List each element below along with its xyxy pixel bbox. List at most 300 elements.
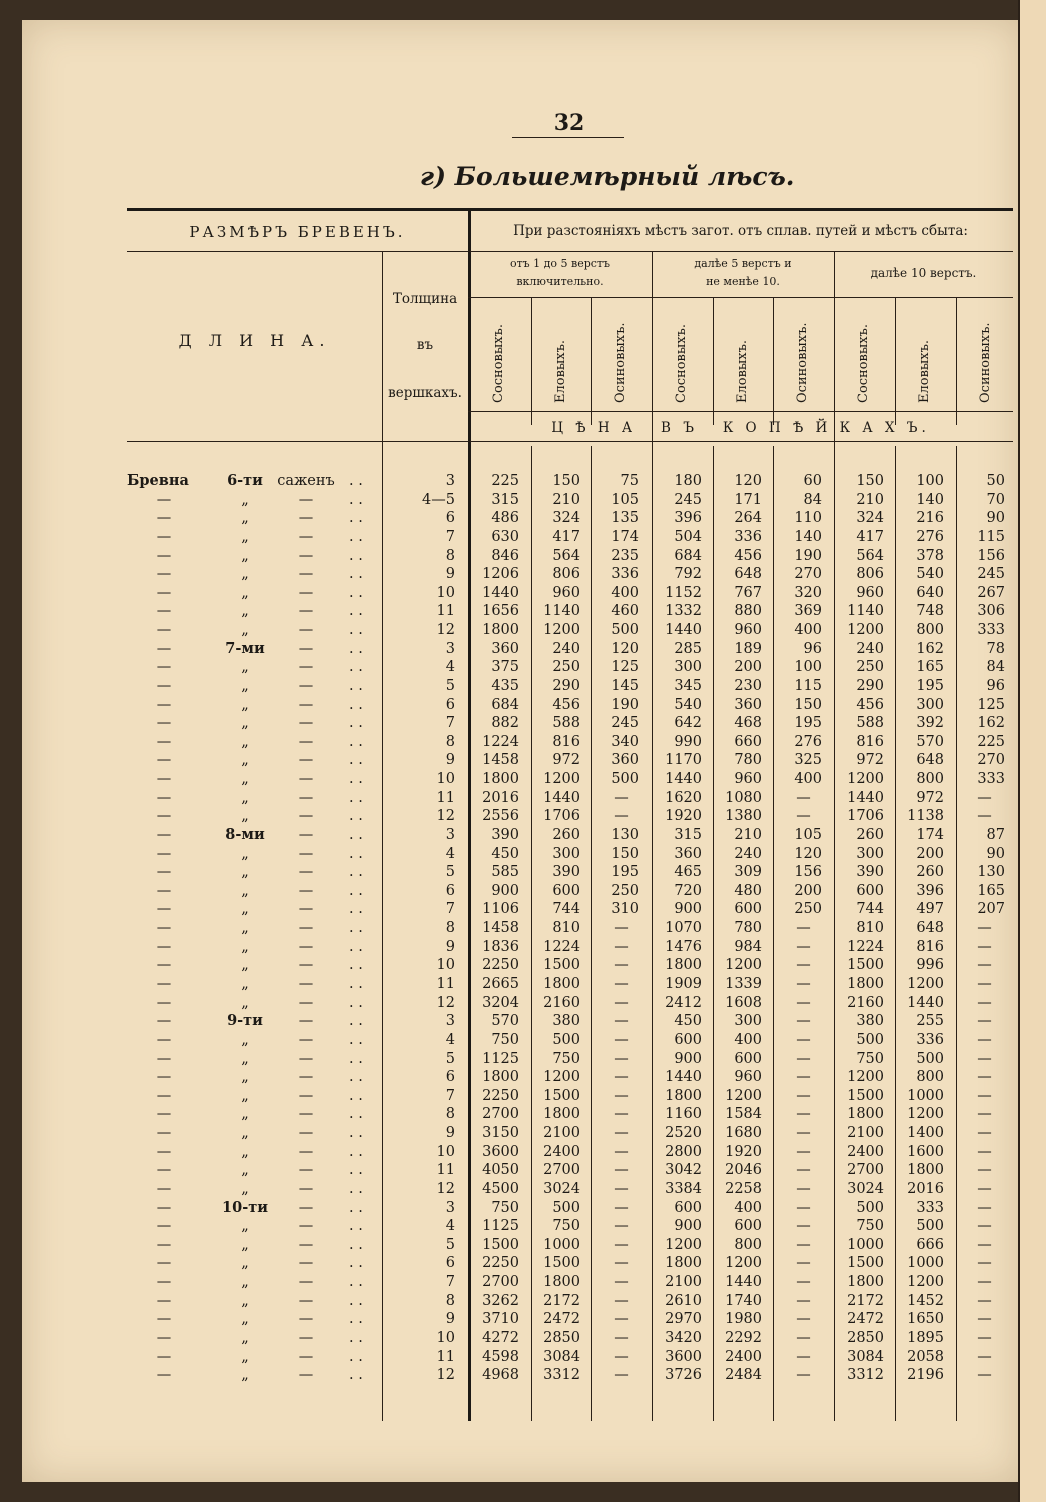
price-cell: 4272 bbox=[482, 1329, 519, 1346]
price-cell: 150 bbox=[611, 845, 639, 862]
leader-dots: . . bbox=[349, 864, 363, 881]
leader-dots: . . bbox=[349, 566, 363, 583]
price-cell: 2970 bbox=[665, 1311, 702, 1328]
price-cell: 1500 bbox=[543, 957, 580, 974]
length-prefix: — bbox=[156, 901, 172, 918]
price-cell: 450 bbox=[674, 1013, 702, 1030]
price-cell: 360 bbox=[611, 752, 639, 769]
price-cell: 195 bbox=[916, 677, 944, 694]
thickness-value: 11 bbox=[436, 789, 455, 806]
price-cell: 1620 bbox=[665, 789, 702, 806]
length-prefix: — bbox=[156, 826, 172, 843]
price-cell: 270 bbox=[794, 566, 822, 583]
col-divider bbox=[591, 297, 592, 425]
price-cell: 990 bbox=[674, 733, 702, 750]
leader-dots: . . bbox=[349, 789, 363, 806]
price-cell: — bbox=[796, 1106, 811, 1123]
length-sazhen: „ bbox=[241, 715, 249, 732]
thickness-value: 9 bbox=[445, 1125, 455, 1142]
price-cell: 130 bbox=[611, 826, 639, 843]
price-cell: 4968 bbox=[482, 1367, 519, 1384]
length-sazhen: „ bbox=[241, 510, 249, 527]
thickness-label-1: Толщина bbox=[392, 291, 458, 307]
price-cell: 570 bbox=[916, 733, 944, 750]
price-cell: 1440 bbox=[665, 622, 702, 639]
price-cell: 2250 bbox=[482, 1087, 519, 1104]
length-unit: саженъ bbox=[277, 473, 335, 489]
length-prefix: — bbox=[156, 1367, 172, 1384]
price-cell: 375 bbox=[491, 659, 519, 676]
price-cell: 174 bbox=[916, 826, 944, 843]
length-sazhen: „ bbox=[241, 1274, 249, 1291]
price-cell: 684 bbox=[491, 696, 519, 713]
length-prefix: — bbox=[156, 1087, 172, 1104]
col-divider bbox=[956, 297, 957, 425]
price-cell: 2292 bbox=[725, 1329, 762, 1346]
leader-dots: . . bbox=[349, 1162, 363, 1179]
price-cell: 2556 bbox=[482, 808, 519, 825]
price-cell: — bbox=[796, 1031, 811, 1048]
thickness-value: 7 bbox=[445, 901, 455, 918]
price-cell: — bbox=[796, 1367, 811, 1384]
price-cell: 984 bbox=[734, 938, 762, 955]
price-cell: 480 bbox=[734, 882, 762, 899]
price-cell: 1500 bbox=[482, 1236, 519, 1253]
price-cell: 792 bbox=[674, 566, 702, 583]
price-cell: 225 bbox=[491, 473, 519, 489]
leader-dots: . . bbox=[349, 510, 363, 527]
length-prefix: — bbox=[156, 920, 172, 937]
price-cell: 600 bbox=[856, 882, 884, 899]
price-cell: 4050 bbox=[482, 1162, 519, 1179]
length-prefix: — bbox=[156, 976, 172, 992]
length-sazhen: „ bbox=[241, 976, 249, 992]
price-cell: 300 bbox=[552, 845, 580, 862]
price-cell: — bbox=[977, 1236, 992, 1253]
price-cell: 210 bbox=[552, 491, 580, 508]
price-cell: 960 bbox=[734, 1069, 762, 1086]
leader-dots: . . bbox=[349, 920, 363, 937]
species-header: Еловыхъ. bbox=[553, 340, 568, 403]
price-cell: 2250 bbox=[482, 957, 519, 974]
thickness-value: 6 bbox=[445, 510, 455, 527]
price-cell: 1800 bbox=[847, 1274, 884, 1291]
price-cell: 500 bbox=[611, 622, 639, 639]
price-cell: — bbox=[977, 1087, 992, 1104]
leader-dots: . . bbox=[349, 901, 363, 918]
price-cell: 207 bbox=[977, 901, 1005, 918]
price-cell: — bbox=[796, 1218, 811, 1235]
price-cell: 260 bbox=[856, 826, 884, 843]
length-prefix: — bbox=[156, 1255, 172, 1272]
price-cell: 315 bbox=[674, 826, 702, 843]
price-cell: 3710 bbox=[482, 1311, 519, 1328]
price-cell: — bbox=[977, 1180, 992, 1197]
price-cell: 360 bbox=[491, 640, 519, 657]
price-cell: 720 bbox=[674, 882, 702, 899]
length-prefix: — bbox=[156, 864, 172, 881]
length-sazhen: 8-ми bbox=[225, 825, 265, 843]
length-unit: — bbox=[298, 1292, 314, 1309]
price-cell: — bbox=[796, 1050, 811, 1067]
length-unit: — bbox=[298, 1125, 314, 1142]
thickness-value: 3 bbox=[445, 1013, 455, 1030]
price-cell: 250 bbox=[856, 659, 884, 676]
leader-dots: . . bbox=[349, 622, 363, 639]
price-cell: 369 bbox=[794, 603, 822, 620]
price-cell: — bbox=[796, 1087, 811, 1104]
price-cell: 2700 bbox=[482, 1274, 519, 1291]
price-cell: 324 bbox=[552, 510, 580, 527]
price-cell: — bbox=[614, 1180, 629, 1197]
price-cell: 3312 bbox=[543, 1367, 580, 1384]
price-cell: 1070 bbox=[665, 920, 702, 937]
price-cell: 390 bbox=[552, 864, 580, 881]
price-cell: 486 bbox=[491, 510, 519, 527]
price-cell: 396 bbox=[916, 882, 944, 899]
length-sazhen: „ bbox=[241, 1125, 249, 1142]
price-cell: 315 bbox=[491, 491, 519, 508]
price-cell: 816 bbox=[856, 733, 884, 750]
price-cell: — bbox=[796, 1199, 811, 1216]
price-cell: 2250 bbox=[482, 1255, 519, 1272]
price-cell: — bbox=[977, 1218, 992, 1235]
price-cell: — bbox=[614, 1199, 629, 1216]
row-rule bbox=[468, 411, 1013, 412]
price-cell: 630 bbox=[491, 528, 519, 545]
length-sazhen: 7-ми bbox=[225, 639, 265, 657]
price-cell: 87 bbox=[986, 826, 1005, 843]
length-sazhen: „ bbox=[241, 1162, 249, 1179]
price-cell: — bbox=[796, 1348, 811, 1365]
price-cell: 588 bbox=[552, 715, 580, 732]
leader-dots: . . bbox=[349, 1106, 363, 1123]
thickness-value: 10 bbox=[436, 584, 455, 601]
price-cell: — bbox=[796, 1274, 811, 1291]
price-cell: 1440 bbox=[665, 1069, 702, 1086]
price-cell: 250 bbox=[794, 901, 822, 918]
page-number: 32 bbox=[553, 110, 585, 136]
price-cell: 600 bbox=[734, 901, 762, 918]
price-cell: 225 bbox=[977, 733, 1005, 750]
length-sazhen: „ bbox=[241, 603, 249, 620]
price-cell: 1650 bbox=[907, 1311, 944, 1328]
price-cell: 174 bbox=[611, 528, 639, 545]
price-cell: 846 bbox=[491, 547, 519, 564]
price-cell: — bbox=[796, 1329, 811, 1346]
species-header: Сосновыхъ. bbox=[856, 324, 871, 403]
price-cell: 1200 bbox=[543, 622, 580, 639]
length-sazhen: „ bbox=[241, 845, 249, 862]
price-cell: — bbox=[614, 1236, 629, 1253]
price-cell: — bbox=[977, 1199, 992, 1216]
price-cell: 1800 bbox=[543, 1274, 580, 1291]
price-cell: 210 bbox=[734, 826, 762, 843]
price-cell: 880 bbox=[734, 603, 762, 620]
price-cell: 1452 bbox=[907, 1292, 944, 1309]
length-sazhen: „ bbox=[241, 547, 249, 564]
price-cell: 150 bbox=[794, 696, 822, 713]
price-cell: 1332 bbox=[665, 603, 702, 620]
thickness-value: 6 bbox=[445, 696, 455, 713]
price-cell: 130 bbox=[977, 864, 1005, 881]
price-cell: — bbox=[796, 920, 811, 937]
price-cell: 240 bbox=[552, 640, 580, 657]
price-cell: 140 bbox=[916, 491, 944, 508]
leader-dots: . . bbox=[349, 1199, 363, 1216]
length-prefix: — bbox=[156, 1292, 172, 1309]
price-cell: 195 bbox=[794, 715, 822, 732]
price-cell: 140 bbox=[794, 528, 822, 545]
price-cell: 504 bbox=[674, 528, 702, 545]
length-prefix: — bbox=[156, 752, 172, 769]
price-cell: 600 bbox=[734, 1218, 762, 1235]
price-cell: 2172 bbox=[847, 1292, 884, 1309]
price-cell: 900 bbox=[674, 1218, 702, 1235]
price-cell: 435 bbox=[491, 677, 519, 694]
price-cell: 245 bbox=[611, 715, 639, 732]
price-cell: 1740 bbox=[725, 1292, 762, 1309]
price-cell: 2665 bbox=[482, 976, 519, 992]
length-prefix: — bbox=[156, 938, 172, 955]
price-cell: 2700 bbox=[847, 1162, 884, 1179]
price-cell: 2610 bbox=[665, 1292, 702, 1309]
price-cell: 3600 bbox=[665, 1348, 702, 1365]
price-cell: 1080 bbox=[725, 789, 762, 806]
thickness-value: 9 bbox=[445, 1311, 455, 1328]
price-cell: 3150 bbox=[482, 1125, 519, 1142]
price-cell: 336 bbox=[734, 528, 762, 545]
price-cell: 1125 bbox=[482, 1218, 519, 1235]
price-cell: 810 bbox=[856, 920, 884, 937]
length-unit: — bbox=[298, 528, 314, 545]
length-prefix: — bbox=[156, 603, 172, 620]
price-cell: 816 bbox=[916, 938, 944, 955]
price-cell: 1140 bbox=[543, 603, 580, 620]
price-cell: — bbox=[614, 1329, 629, 1346]
price-cell: 900 bbox=[674, 901, 702, 918]
price-cell: — bbox=[796, 789, 811, 806]
price-cell: 285 bbox=[674, 640, 702, 657]
price-cell: 230 bbox=[734, 677, 762, 694]
leader-dots: . . bbox=[349, 1348, 363, 1365]
price-cell: 2400 bbox=[847, 1143, 884, 1160]
length-label: Д Л И Н А. bbox=[178, 331, 331, 350]
price-cell: 800 bbox=[916, 771, 944, 788]
length-unit: — bbox=[298, 491, 314, 508]
price-cell: 120 bbox=[611, 640, 639, 657]
price-cell: — bbox=[614, 1311, 629, 1328]
price-cell: 235 bbox=[611, 547, 639, 564]
thickness-value: 8 bbox=[445, 920, 455, 937]
length-unit: — bbox=[298, 659, 314, 676]
price-cell: 1000 bbox=[907, 1255, 944, 1272]
length-sazhen: 9-ти bbox=[227, 1012, 263, 1030]
price-cell: 1584 bbox=[725, 1106, 762, 1123]
leader-dots: . . bbox=[349, 1125, 363, 1142]
price-cell: 60 bbox=[803, 473, 822, 489]
price-cell: 4500 bbox=[482, 1180, 519, 1197]
price-cell: — bbox=[614, 1143, 629, 1160]
price-cell: 110 bbox=[794, 510, 822, 527]
price-cell: 1980 bbox=[725, 1311, 762, 1328]
price-cell: 900 bbox=[674, 1050, 702, 1067]
price-cell: 750 bbox=[552, 1218, 580, 1235]
price-cell: 1706 bbox=[847, 808, 884, 825]
price-cell: 600 bbox=[674, 1031, 702, 1048]
price-cell: 666 bbox=[916, 1236, 944, 1253]
price-cell: 96 bbox=[986, 677, 1005, 694]
price-cell: — bbox=[796, 994, 811, 1011]
group2-line2: не менѣе 10. bbox=[706, 275, 780, 288]
price-cell: 190 bbox=[611, 696, 639, 713]
price-cell: 1138 bbox=[907, 808, 944, 825]
price-cell: 972 bbox=[552, 752, 580, 769]
thickness-value: 9 bbox=[445, 938, 455, 955]
price-cell: — bbox=[614, 1292, 629, 1309]
price-cell: 1706 bbox=[543, 808, 580, 825]
length-unit: — bbox=[298, 1087, 314, 1104]
price-cell: 250 bbox=[552, 659, 580, 676]
price-cell: 195 bbox=[611, 864, 639, 881]
length-prefix: — bbox=[156, 1125, 172, 1142]
price-cell: 400 bbox=[611, 584, 639, 601]
leader-dots: . . bbox=[349, 1180, 363, 1197]
leader-dots: . . bbox=[349, 771, 363, 788]
price-cell: — bbox=[614, 1255, 629, 1272]
thickness-value: 8 bbox=[445, 733, 455, 750]
leader-dots: . . bbox=[349, 1013, 363, 1030]
price-cell: 588 bbox=[856, 715, 884, 732]
price-cell: 2520 bbox=[665, 1125, 702, 1142]
price-cell: 1680 bbox=[725, 1125, 762, 1142]
price-cell: — bbox=[614, 976, 629, 992]
price-cell: 1476 bbox=[665, 938, 702, 955]
price-cell: — bbox=[796, 1236, 811, 1253]
leader-dots: . . bbox=[349, 603, 363, 620]
length-unit: — bbox=[298, 976, 314, 992]
price-cell: 165 bbox=[916, 659, 944, 676]
price-cell: 78 bbox=[986, 640, 1005, 657]
price-cell: 800 bbox=[734, 1236, 762, 1253]
price-cell: 748 bbox=[916, 603, 944, 620]
leader-dots: . . bbox=[349, 845, 363, 862]
price-cell: — bbox=[977, 1162, 992, 1179]
length-sazhen: „ bbox=[241, 1050, 249, 1067]
price-cell: 540 bbox=[916, 566, 944, 583]
row-rule bbox=[127, 251, 468, 252]
length-unit: — bbox=[298, 789, 314, 806]
price-cell: 150 bbox=[856, 473, 884, 489]
price-cell: — bbox=[614, 1125, 629, 1142]
price-cell: 120 bbox=[794, 845, 822, 862]
price-cell: 1200 bbox=[725, 1087, 762, 1104]
price-cell: — bbox=[796, 1292, 811, 1309]
price-cell: 1800 bbox=[543, 1106, 580, 1123]
price-cell: 3204 bbox=[482, 994, 519, 1011]
thickness-value: 11 bbox=[436, 603, 455, 620]
length-prefix: — bbox=[156, 1050, 172, 1067]
leader-dots: . . bbox=[349, 1050, 363, 1067]
length-sazhen: „ bbox=[241, 677, 249, 694]
price-cell: 1440 bbox=[725, 1274, 762, 1291]
thickness-value: 10 bbox=[436, 1329, 455, 1346]
price-cell: 400 bbox=[794, 771, 822, 788]
leader-dots: . . bbox=[349, 826, 363, 843]
price-cell: 2160 bbox=[847, 994, 884, 1011]
price-cell: 800 bbox=[916, 622, 944, 639]
price-cell: 90 bbox=[986, 510, 1005, 527]
price-cell: 460 bbox=[611, 603, 639, 620]
price-cell: 333 bbox=[916, 1199, 944, 1216]
price-cell: 972 bbox=[856, 752, 884, 769]
price-cell: 1909 bbox=[665, 976, 702, 992]
price-cell: 310 bbox=[611, 901, 639, 918]
price-cell: 2100 bbox=[847, 1125, 884, 1142]
price-cell: 400 bbox=[794, 622, 822, 639]
species-header: Еловыхъ. bbox=[917, 340, 932, 403]
length-unit: — bbox=[298, 920, 314, 937]
price-cell: 100 bbox=[916, 473, 944, 489]
price-cell: 2258 bbox=[725, 1180, 762, 1197]
price-cell: 900 bbox=[491, 882, 519, 899]
length-unit: — bbox=[298, 584, 314, 601]
price-cell: 1170 bbox=[665, 752, 702, 769]
price-cell: 417 bbox=[856, 528, 884, 545]
price-cell: 500 bbox=[552, 1199, 580, 1216]
price-cell: 2850 bbox=[847, 1329, 884, 1346]
price-cell: 135 bbox=[611, 510, 639, 527]
price-cell: 960 bbox=[856, 584, 884, 601]
species-header: Осиновыхъ. bbox=[613, 322, 628, 403]
price-cell: 3312 bbox=[847, 1367, 884, 1384]
length-prefix: — bbox=[156, 1069, 172, 1086]
price-cell: 780 bbox=[734, 752, 762, 769]
price-cell: 1125 bbox=[482, 1050, 519, 1067]
length-unit: — bbox=[298, 1013, 314, 1030]
leader-dots: . . bbox=[349, 1367, 363, 1384]
price-cell: 3726 bbox=[665, 1367, 702, 1384]
price-cell: 290 bbox=[856, 677, 884, 694]
price-cell: 276 bbox=[916, 528, 944, 545]
price-cell: 1500 bbox=[543, 1087, 580, 1104]
price-cell: — bbox=[796, 1143, 811, 1160]
length-unit: — bbox=[298, 1274, 314, 1291]
species-header: Сосновыхъ. bbox=[674, 324, 689, 403]
price-cell: 1200 bbox=[847, 771, 884, 788]
price-cell: 180 bbox=[674, 473, 702, 489]
price-cell: — bbox=[614, 1367, 629, 1384]
length-sazhen: 10-ти bbox=[222, 1198, 268, 1216]
price-cell: 972 bbox=[916, 789, 944, 806]
length-sazhen: „ bbox=[241, 1292, 249, 1309]
price-cell: 816 bbox=[552, 733, 580, 750]
price-cell: 240 bbox=[856, 640, 884, 657]
price-cell: 2400 bbox=[725, 1348, 762, 1365]
price-cell: 216 bbox=[916, 510, 944, 527]
leader-dots: . . bbox=[349, 491, 363, 508]
section-heading: г) Большемѣрный лѣсъ. bbox=[420, 162, 795, 191]
length-unit: — bbox=[298, 696, 314, 713]
price-cell: — bbox=[977, 994, 992, 1011]
price-cell: 396 bbox=[674, 510, 702, 527]
length-unit: — bbox=[298, 677, 314, 694]
price-cell: 1200 bbox=[725, 1255, 762, 1272]
thickness-value: 3 bbox=[445, 1199, 455, 1216]
leader-dots: . . bbox=[349, 528, 363, 545]
length-sazhen: „ bbox=[241, 491, 249, 508]
price-cell: 500 bbox=[856, 1031, 884, 1048]
